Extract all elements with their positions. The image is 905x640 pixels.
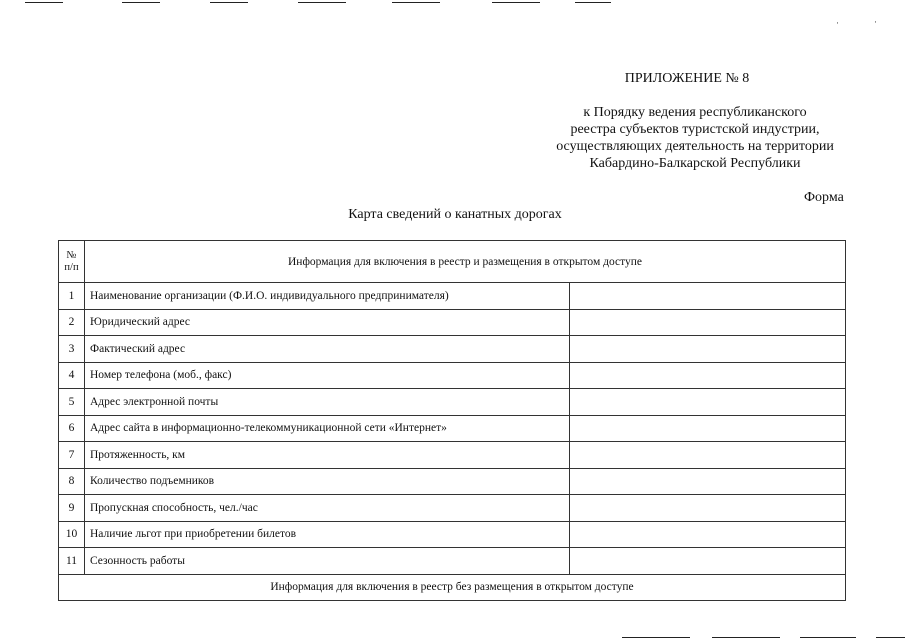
scan-artifact-line	[622, 637, 690, 638]
row-number: 11	[59, 548, 85, 575]
row-number: 5	[59, 389, 85, 416]
row-number: 2	[59, 309, 85, 336]
scan-artifact-line	[210, 2, 248, 3]
row-number: 9	[59, 495, 85, 522]
row-value-field[interactable]	[570, 548, 846, 575]
row-number: 6	[59, 415, 85, 442]
row-number: 1	[59, 283, 85, 310]
row-label: Адрес электронной почты	[85, 389, 570, 416]
row-value-field[interactable]	[570, 362, 846, 389]
appendix-reference	[520, 104, 870, 172]
row-label: Наименование организации (Ф.И.О. индивидуального предпринимателя)	[85, 283, 570, 310]
scan-artifact-line	[392, 2, 440, 3]
scan-speck: ·	[874, 17, 877, 27]
row-number: 7	[59, 442, 85, 469]
table-row	[59, 495, 846, 522]
header-num-cell	[59, 241, 85, 283]
appendix-line: Кабардино-Балкарской Республики	[589, 156, 801, 171]
appendix-title: ПРИЛОЖЕНИЕ № 8	[624, 71, 750, 86]
row-value-field[interactable]	[570, 468, 846, 495]
row-label: Пропускная способность, чел./час	[85, 495, 570, 522]
header-num-symbol: №	[66, 249, 77, 261]
row-label: Протяженность, км	[85, 442, 570, 469]
scan-artifact-line	[298, 2, 346, 3]
table-row	[59, 283, 846, 310]
row-value-field[interactable]	[570, 521, 846, 548]
row-label: Фактический адрес	[85, 336, 570, 363]
table-row	[59, 415, 846, 442]
header-num-abbr: п/п	[64, 261, 79, 273]
row-value-field[interactable]	[570, 336, 846, 363]
row-number: 10	[59, 521, 85, 548]
row-label: Адрес сайта в информационно-телекоммуникационной сети «Интернет»	[85, 415, 570, 442]
row-number: 8	[59, 468, 85, 495]
table-header-row	[59, 241, 846, 283]
table-row	[59, 309, 846, 336]
scan-artifact-line	[575, 2, 611, 3]
row-label: Номер телефона (моб., факс)	[85, 362, 570, 389]
scan-artifact-line	[492, 2, 540, 3]
row-number: 4	[59, 362, 85, 389]
form-label: Форма	[804, 190, 844, 205]
table-row	[59, 362, 846, 389]
table-body	[59, 283, 846, 575]
table-footer-row	[59, 574, 846, 601]
row-value-field[interactable]	[570, 389, 846, 416]
info-table	[58, 240, 846, 601]
header-info-cell: Информация для включения в реестр и размещения в открытом доступе	[85, 241, 846, 283]
row-label: Сезонность работы	[85, 548, 570, 575]
document-title: Карта сведений о канатных дорогах	[348, 207, 562, 222]
table-row	[59, 468, 846, 495]
scan-artifact-line	[800, 637, 856, 638]
scan-artifact-line	[25, 2, 63, 3]
row-value-field[interactable]	[570, 442, 846, 469]
scan-artifact-line	[876, 637, 905, 638]
appendix-line: осуществляющих деятельность на территории	[556, 139, 834, 154]
row-label: Юридический адрес	[85, 309, 570, 336]
table-row	[59, 521, 846, 548]
appendix-line: реестра субъектов туристской индустрии,	[570, 122, 820, 137]
scan-artifact-line	[712, 637, 780, 638]
row-value-field[interactable]	[570, 309, 846, 336]
scan-artifact-line	[122, 2, 160, 3]
row-label: Количество подъемников	[85, 468, 570, 495]
row-value-field[interactable]	[570, 495, 846, 522]
row-number: 3	[59, 336, 85, 363]
footer-info-cell: Информация для включения в реестр без размещения в открытом доступе	[59, 574, 846, 601]
table-row	[59, 548, 846, 575]
scan-speck: ·	[836, 18, 839, 28]
table-row	[59, 442, 846, 469]
table-row	[59, 389, 846, 416]
row-label: Наличие льгот при приобретении билетов	[85, 521, 570, 548]
table-row	[59, 336, 846, 363]
appendix-line: к Порядку ведения республиканского	[583, 105, 807, 120]
row-value-field[interactable]	[570, 415, 846, 442]
row-value-field[interactable]	[570, 283, 846, 310]
